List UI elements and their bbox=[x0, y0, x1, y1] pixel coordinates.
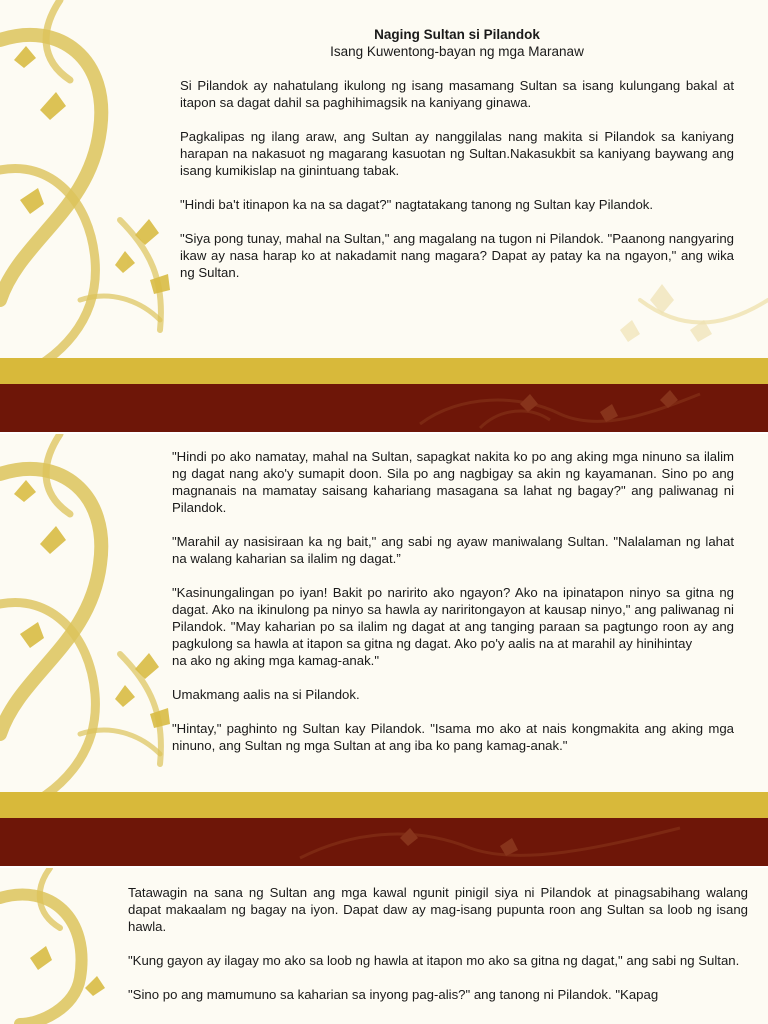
paragraph: "Hindi po ako namatay, mahal na Sultan, sapagkat nakita ko po ang aking mga ninuno sa ilalim ng dagat nang ako'y sumapit doon. Sila po ang nagbigay sa akin ng kayamanan. Sino po ang magnanais na mamatay saisang kahariang masagana sa lahat ng bagay?" ang paliwanag ni Pilandok. bbox=[172, 449, 734, 515]
paragraph: "Sino po ang mamumuno sa kaharian sa inyong pag-alis?" ang tanong ni Pilandok. "Kapag bbox=[128, 987, 659, 1002]
slide-1-text bbox=[180, 26, 734, 298]
story-title: Naging Sultan si Pilandok bbox=[374, 27, 540, 42]
maroon-band bbox=[0, 384, 768, 432]
paragraph: Tatawagin na sana ng Sultan ang mga kawal ngunit pinigil siya ni Pilandok at pinagsabihang walang dapat makaalam ng bagay na iyon. Dapat daw ay mag-isang pupunta roon ang Sultan sa loob ng isang hawla. bbox=[128, 885, 748, 934]
maroon-band bbox=[0, 818, 768, 866]
paragraph: "Siya pong tunay, mahal na Sultan," ang magalang na tugon ni Pilandok. "Paanong nangyaring ikaw ay nasa harap ko at nakadamit nang magara? Dapat ay patay ka na ngayon," ang wika ng Sultan. bbox=[180, 231, 734, 280]
slide-2-text bbox=[172, 448, 734, 771]
paragraph: "Kung gayon ay ilagay mo ako sa loob ng hawla at itapon mo ako sa gitna ng dagat," ang sabi ng Sultan. bbox=[128, 953, 740, 968]
slide-2 bbox=[0, 434, 768, 866]
gold-band bbox=[0, 792, 768, 818]
gold-leaf-ornament bbox=[0, 384, 768, 432]
paragraph: Si Pilandok ay nahatulang ikulong ng isang masamang Sultan sa isang kulungang bakal at itapon sa dagat dahil sa paghihimagsik na kaniyang ginawa. bbox=[180, 78, 734, 110]
paragraph: "Kasinungalingan po iyan! Bakit po naririto ako ngayon? Ako na ipinatapon ninyo sa gitna ng dagat. Ako na ikinulong pa ninyo sa hawla ay nariritongayon at kausap ninyo," ang paliwanag ni Pilandok. "May kaharian po sa ilalim ng dagat at ang tanging paraan sa pagtungo roon ay ang pagkulong sa hawla at itapon sa gitna ng dagat. Ako po'y aalis na at marahil ay hinihintay na ako ng aking mga kamag-anak." bbox=[172, 585, 734, 668]
gold-band bbox=[0, 358, 768, 384]
paragraph: "Hintay," paghinto ng Sultan kay Pilandok. "Isama mo ako at nais kongmakita ang aking mga ninuno, ang Sultan ng mga Sultan at ang iba ko pang kamag-anak." bbox=[172, 721, 734, 753]
paragraph: Umakmang aalis na si Pilandok. bbox=[172, 687, 360, 702]
paragraph: "Marahil ay nasisiraan ka ng bait," ang sabi ng ayaw maniwalang Sultan. "Nalalaman ng lahat na walang kaharian sa ilalim ng dagat.” bbox=[172, 534, 734, 566]
paragraph: "Hindi ba't itinapon ka na sa dagat?" nagtatakang tanong ng Sultan kay Pilandok. bbox=[180, 197, 654, 212]
story-subtitle: Isang Kuwentong-bayan ng mga Maranaw bbox=[330, 44, 584, 59]
gold-leaf-ornament bbox=[0, 818, 768, 866]
paragraph: Pagkalipas ng ilang araw, ang Sultan ay nanggilalas nang makita si Pilandok sa kaniyang harapan na nakasuot ng magarang kasuotan ng Sultan.Nakasukbit sa kaniyang baywang ang isang kumikislap na ginintuang tabak. bbox=[180, 129, 734, 178]
slide-3-text bbox=[128, 884, 748, 1020]
slide-3 bbox=[0, 868, 768, 1024]
slide-1 bbox=[0, 0, 768, 432]
